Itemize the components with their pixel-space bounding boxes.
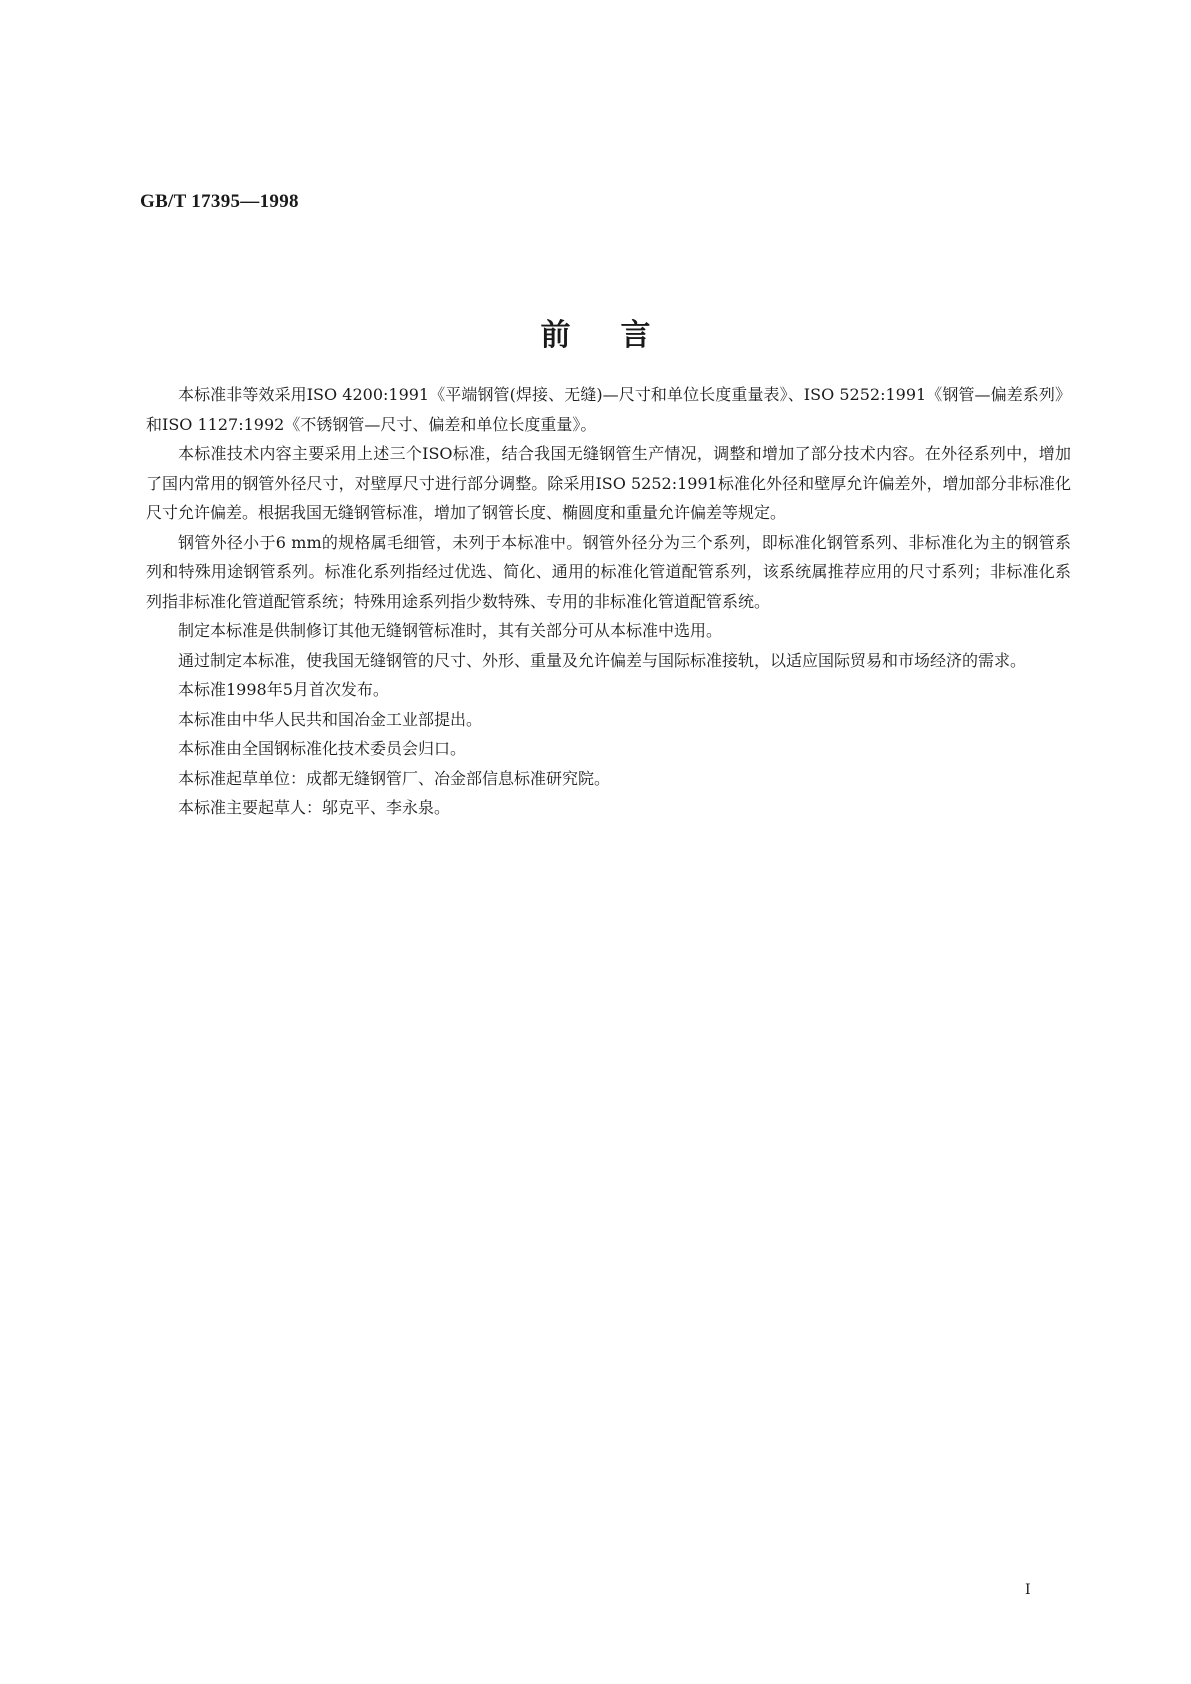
page-title: 前言 (540, 318, 701, 353)
paragraph-drafters: 本标准主要起草人：邬克平、李永泉。 (178, 798, 451, 817)
paragraph-first-release: 本标准1998年5月首次发布。 (178, 680, 389, 699)
standard-number: GB/T 17395—1998 (140, 191, 299, 212)
paragraph-adoption: 本标准非等效采用ISO 4200:1991《平端钢管(焊接、无缝)—尺寸和单位长度重量表》、ISO 5252:1991《钢管—偏差系列》和ISO 1127:1992《不锈钢管—尺寸、偏差和单位长度重量》。 (146, 385, 1071, 434)
paragraph-diameter-series: 钢管外径小于6 mm的规格属毛细管，未列于本标准中。钢管外径分为三个系列，即标准化钢管系列、非标准化为主的钢管系列和特殊用途钢管系列。标准化系列指经过优选、简化、通用的标准化管道配管系列，该系统属推荐应用的尺寸系列；非标准化系列指非标准化管道配管系统；特殊用途系列指少数特殊、专用的非标准化管道配管系统。 (146, 532, 1071, 611)
paragraph-proposed-by: 本标准由中华人民共和国冶金工业部提出。 (178, 709, 483, 729)
paragraph-centralized-by: 本标准由全国钢标准化技术委员会归口。 (178, 739, 467, 758)
paragraph-drafting-units: 本标准起草单位：成都无缝钢管厂、冶金部信息标准研究院。 (178, 768, 611, 788)
page-number: I (1025, 1582, 1031, 1598)
paragraph-international-alignment: 通过制定本标准，使我国无缝钢管的尺寸、外形、重量及允许偏差与国际标准接轨，以适应国际贸易和市场经济的需求。 (178, 650, 1027, 670)
foreword-body (146, 380, 1071, 823)
paragraph-purpose: 制定本标准是供制修订其他无缝钢管标准时，其有关部分可从本标准中选用。 (178, 621, 723, 640)
paragraph-technical-content: 本标准技术内容主要采用上述三个ISO标准，结合我国无缝钢管生产情况，调整和增加了部分技术内容。在外径系列中，增加了国内常用的钢管外径尺寸，对壁厚尺寸进行部分调整。除采用ISO 5252:1991标准化外径和壁厚允许偏差外，增加部分非标准化尺寸允许偏差。根据我国无缝钢管标准，增加了钢管长度、椭圆度和重量允许偏差等规定。 (146, 444, 1071, 522)
